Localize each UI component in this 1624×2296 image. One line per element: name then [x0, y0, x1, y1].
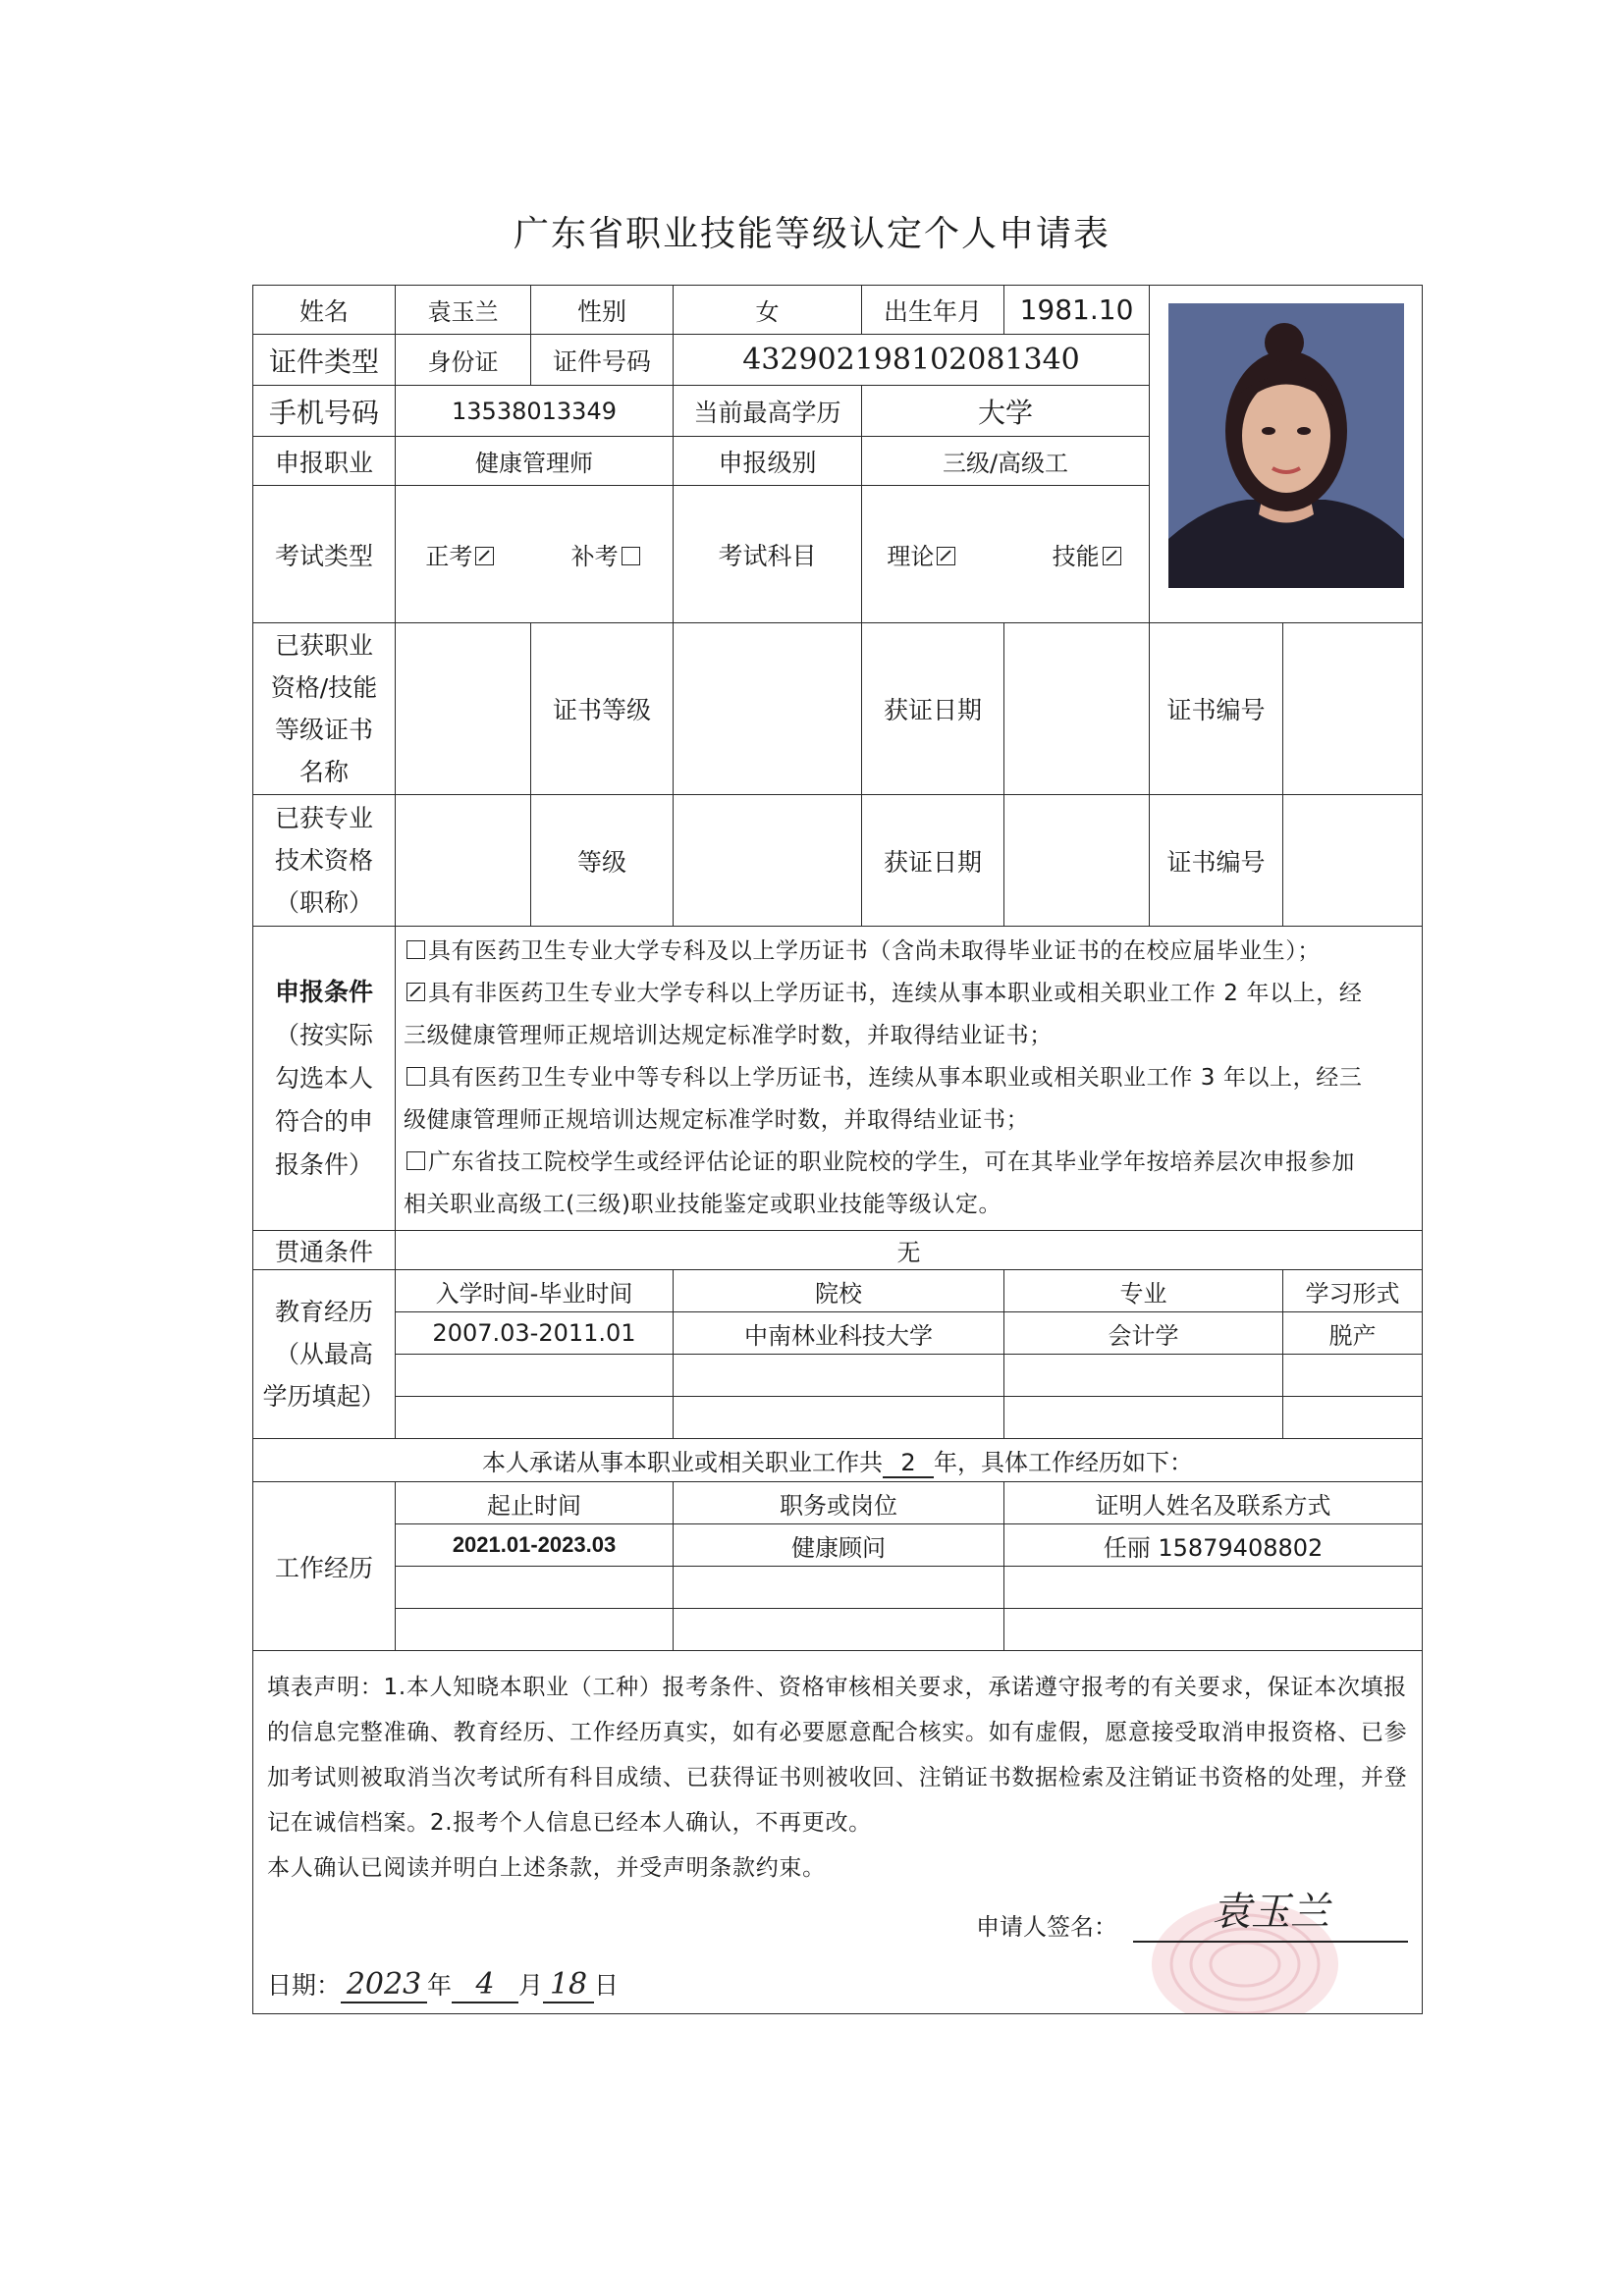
conditions-list [396, 927, 1423, 1231]
level-label: 申报级别 [674, 437, 862, 486]
phone-value: 13538013349 [396, 386, 674, 437]
edu-school [674, 1355, 1004, 1397]
conditions-label-line: 符合的申 [274, 1106, 373, 1136]
work-position [674, 1567, 1004, 1609]
work-label: 工作经历 [253, 1482, 396, 1651]
name-value: 袁玉兰 [396, 286, 531, 335]
cert-level-value [674, 623, 862, 795]
id-no-value: 432902198102081340 [674, 335, 1150, 386]
conditions-label-line: 报条件） [274, 1149, 373, 1179]
exam-type-label: 考试类型 [253, 486, 396, 623]
unchecked-box-icon [406, 940, 425, 959]
phone-label: 手机号码 [253, 386, 396, 437]
tech-number-value [1283, 795, 1423, 927]
occupation-value: 健康管理师 [396, 437, 674, 486]
commit-suffix: 年，具体工作经历如下： [934, 1448, 1193, 1476]
exam-makeup-option[interactable] [571, 537, 643, 571]
education-label-line: 学历填起） [262, 1382, 386, 1411]
work-header-period: 起止时间 [396, 1482, 674, 1524]
month-unit: 月 [518, 1971, 544, 2000]
condition-text: 具有非医药卫生专业大学专科以上学历证书，连续从事本职业或相关职业工作 2 年以上，经 [428, 981, 1363, 1006]
exam-subject-label: 考试科目 [674, 486, 862, 623]
occupation-label: 申报职业 [253, 437, 396, 486]
condition-text-continued: 级健康管理师正规培训达规定标准学时数，并取得结业证书； [404, 1107, 1030, 1133]
condition-option-2[interactable] [404, 973, 1414, 1015]
through-value: 无 [396, 1231, 1423, 1270]
exam-skill-option[interactable] [1053, 537, 1124, 571]
tech-level-label: 等级 [531, 795, 674, 927]
work-header-reference: 证明人姓名及联系方式 [1004, 1482, 1423, 1524]
exam-regular-option[interactable] [425, 537, 497, 571]
cert-label-line: 名称 [298, 758, 349, 786]
work-reference: 任丽 15879408802 [1004, 1524, 1423, 1567]
condition-text-continued: 三级健康管理师正规培训达规定标准学时数，并取得结业证书； [404, 1023, 1053, 1048]
cert-name-label [253, 623, 396, 795]
work-position: 健康顾问 [674, 1524, 1004, 1567]
gender-label: 性别 [531, 286, 674, 335]
edu-school [674, 1397, 1004, 1439]
exam-subject-options [862, 486, 1150, 623]
education-label-line: （从最高 [274, 1340, 373, 1368]
unchecked-box-icon [406, 1067, 425, 1086]
conditions-label-line: 申报条件 [274, 977, 373, 1006]
applicant-photo [1168, 303, 1404, 588]
tech-label-line: （职称） [274, 888, 373, 917]
conditions-label-line: （按实际 [274, 1020, 373, 1049]
exam-skill-label: 技能 [1052, 543, 1100, 570]
exam-type-options [396, 486, 674, 623]
cert-name-value [396, 623, 531, 795]
checked-box-icon [406, 983, 425, 1001]
id-type-label: 证件类型 [253, 335, 396, 386]
edu-major [1004, 1355, 1283, 1397]
commit-prefix: 本人承诺从事本职业或相关职业工作共 [482, 1448, 883, 1476]
tech-level-value [674, 795, 862, 927]
exam-regular-label: 正考 [425, 543, 473, 570]
gender-value: 女 [674, 286, 862, 335]
edu-mode [1283, 1397, 1423, 1439]
edu-header-school: 院校 [674, 1270, 1004, 1312]
level-value: 三级/高级工 [862, 437, 1150, 486]
table-row [253, 1524, 1423, 1567]
edu-period [396, 1397, 674, 1439]
work-period: 2021.01-2023.03 [396, 1524, 674, 1567]
date-month: 4 [452, 1967, 518, 2003]
id-type-value: 身份证 [396, 335, 531, 386]
condition-option-1[interactable] [404, 931, 1414, 973]
date-day: 18 [543, 1967, 594, 2003]
photo-cell [1150, 286, 1423, 623]
edu-mode [1283, 1355, 1423, 1397]
work-position [674, 1609, 1004, 1651]
cert-label-line: 等级证书 [274, 716, 373, 744]
tech-date-label: 获证日期 [862, 795, 1004, 927]
unchecked-box-icon [622, 547, 640, 565]
birth-value: 1981.10 [1004, 286, 1150, 335]
table-row [253, 1567, 1423, 1609]
condition-text: 具有医药卫生专业大学专科及以上学历证书（含尚未取得毕业证书的在校应届毕业生）； [428, 938, 1321, 964]
cert-number-value [1283, 623, 1423, 795]
cert-date-value [1004, 623, 1150, 795]
page-title: 广东省职业技能等级认定个人申请表 [513, 214, 1110, 254]
cert-number-label: 证书编号 [1150, 623, 1283, 795]
tech-label-line: 已获专业 [274, 804, 373, 832]
condition-text: 广东省技工院校学生或经评估论证的职业院校的学生，可在其毕业学年按培养层次申报参加 [428, 1149, 1355, 1175]
signature-label: 申请人签名： [976, 1913, 1117, 1941]
education-label-line: 教育经历 [274, 1298, 373, 1326]
condition-text: 具有医药卫生专业中等专科以上学历证书，连续从事本职业或相关职业工作 3 年以上，经三 [428, 1065, 1363, 1091]
declaration-confirm: 本人确认已阅读并明白上述条款，并受声明条款约束。 [267, 1855, 826, 1881]
date-line [267, 1966, 619, 2003]
checked-box-icon [1103, 547, 1121, 565]
cert-date-label: 获证日期 [862, 623, 1004, 795]
conditions-label-line: 勾选本人 [274, 1063, 373, 1093]
work-header-position: 职务或岗位 [674, 1482, 1004, 1524]
checked-box-icon [475, 547, 494, 565]
exam-makeup-label: 补考 [570, 543, 619, 570]
commit-years: 2 [883, 1449, 934, 1478]
applicant-signature: 袁玉兰 [1133, 1884, 1408, 1943]
signature-block [976, 1884, 1408, 1952]
cert-label-line: 已获职业 [274, 631, 373, 660]
through-label: 贯通条件 [253, 1231, 396, 1270]
day-unit: 日 [594, 1971, 620, 2000]
work-period [396, 1567, 674, 1609]
year-unit: 年 [427, 1971, 453, 2000]
edu-period: 2007.03-2011.01 [396, 1312, 674, 1355]
declaration [253, 1651, 1423, 2014]
edu-label: 当前最高学历 [674, 386, 862, 437]
date-year: 2023 [341, 1967, 427, 2003]
table-row [253, 1355, 1423, 1397]
cert-label-line: 资格/技能 [270, 673, 378, 702]
application-form [252, 285, 1423, 2014]
edu-major [1004, 1397, 1283, 1439]
edu-header-major: 专业 [1004, 1270, 1283, 1312]
exam-theory-label: 理论 [887, 543, 935, 570]
tech-date-value [1004, 795, 1150, 927]
tech-label-line: 技术资格 [274, 846, 373, 875]
date-label: 日期： [267, 1971, 342, 2000]
edu-header-mode: 学习形式 [1283, 1270, 1423, 1312]
tech-number-label: 证书编号 [1150, 795, 1283, 927]
table-row [253, 1609, 1423, 1651]
edu-value: 大学 [862, 386, 1150, 437]
unchecked-box-icon [406, 1151, 425, 1170]
table-row [253, 1397, 1423, 1439]
work-reference [1004, 1609, 1423, 1651]
table-row [253, 1312, 1423, 1355]
id-no-label: 证件号码 [531, 335, 674, 386]
condition-text-continued: 相关职业高级工(三级)职业技能鉴定或职业技能等级认定。 [404, 1192, 1002, 1217]
cert-level-label: 证书等级 [531, 623, 674, 795]
edu-major: 会计学 [1004, 1312, 1283, 1355]
edu-mode: 脱产 [1283, 1312, 1423, 1355]
work-commitment [253, 1439, 1423, 1482]
tech-qual-value [396, 795, 531, 927]
tech-qual-label [253, 795, 396, 927]
checked-box-icon [937, 547, 955, 565]
declaration-text: 填表声明：1.本人知晓本职业（工种）报考条件、资格审核相关要求，承诺遵守报考的有关要求，保证本次填报的信息完整准确、教育经历、工作经历真实，如有必要愿意配合核实。如有虚假，愿意接受取消申报资格、已参加考试则被取消当次考试所有科目成绩、已获得证书则被收回、注销证书数据检索及注销证书资格的处理，并登记在诚信档案。2.报考个人信息已经本人确认，不再更改。 [267, 1675, 1408, 1836]
work-reference [1004, 1567, 1423, 1609]
birth-label: 出生年月 [862, 286, 1004, 335]
work-period [396, 1609, 674, 1651]
name-label: 姓名 [253, 286, 396, 335]
edu-school: 中南林业科技大学 [674, 1312, 1004, 1355]
conditions-label [253, 927, 396, 1231]
edu-period [396, 1355, 674, 1397]
condition-option-3[interactable] [404, 1057, 1414, 1099]
edu-header-period: 入学时间-毕业时间 [396, 1270, 674, 1312]
exam-theory-option[interactable] [887, 537, 958, 571]
condition-option-4[interactable] [404, 1142, 1414, 1184]
education-label [253, 1270, 396, 1439]
